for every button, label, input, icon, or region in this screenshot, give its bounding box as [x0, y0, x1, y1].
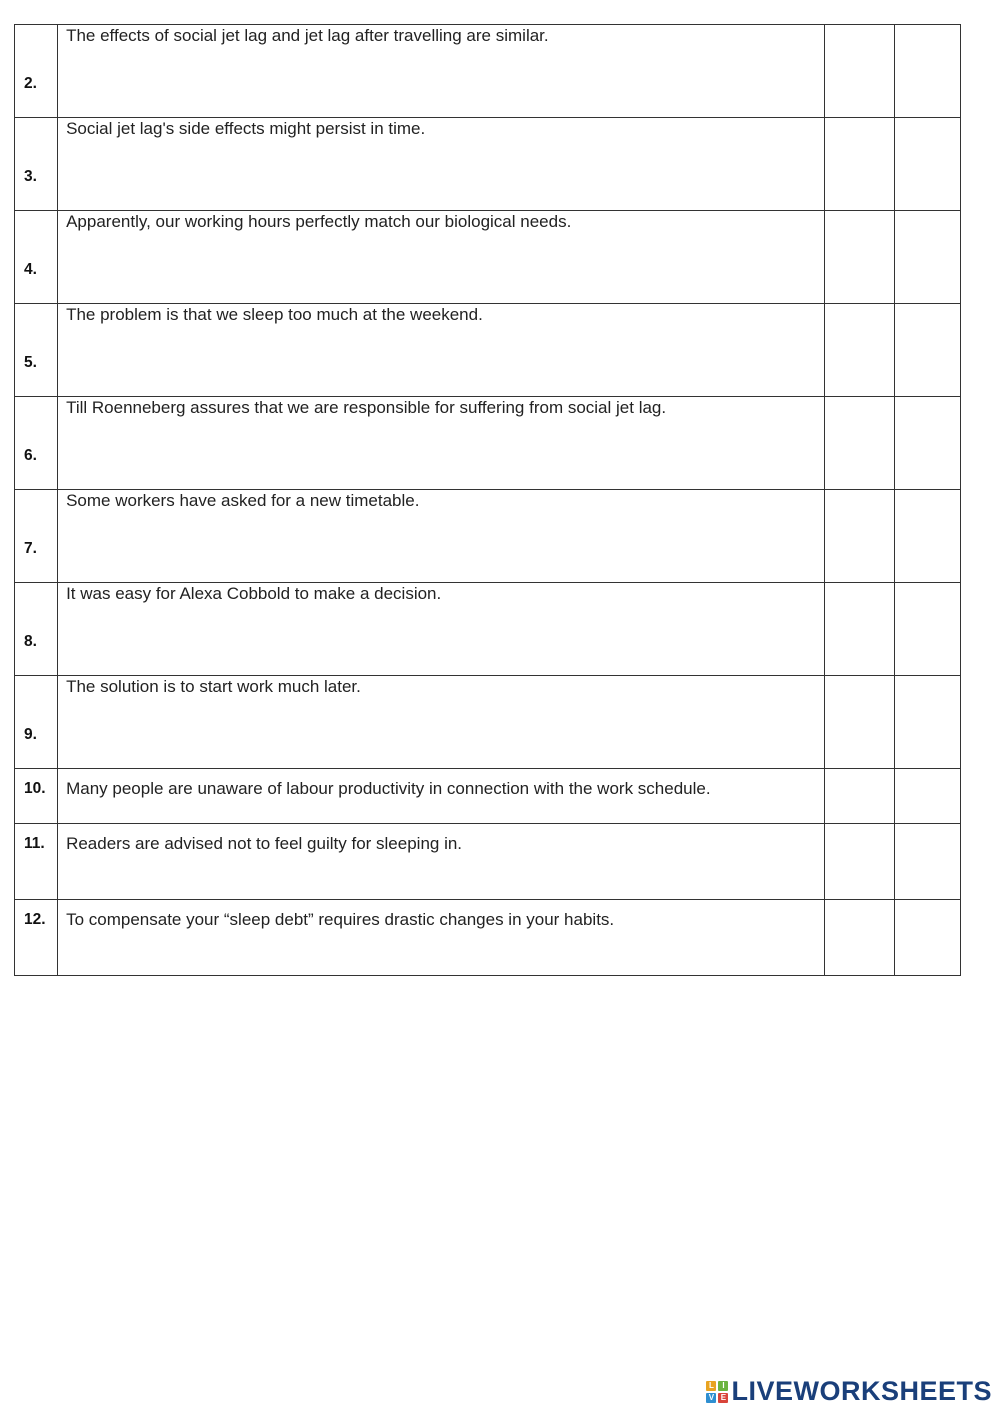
table-row: [15, 824, 961, 900]
statement-number: 9.: [15, 676, 58, 769]
logo-mark-letter: V: [706, 1393, 716, 1403]
answer-cell-true[interactable]: [824, 211, 894, 304]
answer-cell-true[interactable]: [824, 676, 894, 769]
answer-cell-true[interactable]: [824, 304, 894, 397]
statement-number: 7.: [15, 490, 58, 583]
liveworksheets-mark-icon: [706, 1381, 728, 1403]
answer-cell-true[interactable]: [824, 583, 894, 676]
statement-text: Apparently, our working hours perfectly match our biological needs.: [58, 211, 825, 304]
table-row: [15, 25, 961, 118]
answer-cell-false[interactable]: [894, 769, 960, 824]
answer-cell-false[interactable]: [894, 397, 960, 490]
statement-text: Till Roenneberg assures that we are responsible for suffering from social jet lag.: [58, 397, 825, 490]
statement-number: 11.: [15, 824, 58, 900]
answer-cell-true[interactable]: [824, 397, 894, 490]
statement-number: 5.: [15, 304, 58, 397]
answer-cell-false[interactable]: [894, 304, 960, 397]
statement-number: 2.: [15, 25, 58, 118]
table-row: [15, 900, 961, 976]
true-false-table: [14, 24, 961, 976]
statement-number: 8.: [15, 583, 58, 676]
statement-number: 4.: [15, 211, 58, 304]
answer-cell-false[interactable]: [894, 118, 960, 211]
statement-number: 3.: [15, 118, 58, 211]
statement-number: 12.: [15, 900, 58, 976]
answer-cell-false[interactable]: [894, 25, 960, 118]
statement-text: Readers are advised not to feel guilty for sleeping in.: [58, 824, 825, 900]
logo-mark-letter: E: [718, 1393, 728, 1403]
answer-cell-true[interactable]: [824, 900, 894, 976]
statement-text: To compensate your “sleep debt” requires drastic changes in your habits.: [58, 900, 825, 976]
answer-cell-false[interactable]: [894, 490, 960, 583]
statement-number: 10.: [15, 769, 58, 824]
answer-cell-true[interactable]: [824, 769, 894, 824]
statement-text: The effects of social jet lag and jet lag after travelling are similar.: [58, 25, 825, 118]
statement-text: Many people are unaware of labour productivity in connection with the work schedule.: [58, 769, 825, 824]
statement-number: 6.: [15, 397, 58, 490]
statement-text: The problem is that we sleep too much at the weekend.: [58, 304, 825, 397]
answer-cell-false[interactable]: [894, 900, 960, 976]
statement-text: Social jet lag's side effects might persist in time.: [58, 118, 825, 211]
statement-text: Some workers have asked for a new timetable.: [58, 490, 825, 583]
answer-cell-true[interactable]: [824, 118, 894, 211]
statement-text: It was easy for Alexa Cobbold to make a decision.: [58, 583, 825, 676]
answer-cell-false[interactable]: [894, 676, 960, 769]
table-row: [15, 118, 961, 211]
table-row: [15, 676, 961, 769]
answer-cell-true[interactable]: [824, 25, 894, 118]
statement-text: The solution is to start work much later.: [58, 676, 825, 769]
table-row: [15, 304, 961, 397]
table-row: [15, 769, 961, 824]
answer-cell-false[interactable]: [894, 824, 960, 900]
answer-cell-false[interactable]: [894, 583, 960, 676]
logo-mark-letter: I: [718, 1381, 728, 1391]
table-row: [15, 490, 961, 583]
logo-text: LIVEWORKSHEETS: [731, 1376, 992, 1406]
answer-cell-true[interactable]: [824, 824, 894, 900]
logo-mark-letter: L: [706, 1381, 716, 1391]
answer-cell-true[interactable]: [824, 490, 894, 583]
liveworksheets-logo: [706, 1376, 992, 1407]
table-row: [15, 397, 961, 490]
table-row: [15, 583, 961, 676]
answer-cell-false[interactable]: [894, 211, 960, 304]
table-row: [15, 211, 961, 304]
